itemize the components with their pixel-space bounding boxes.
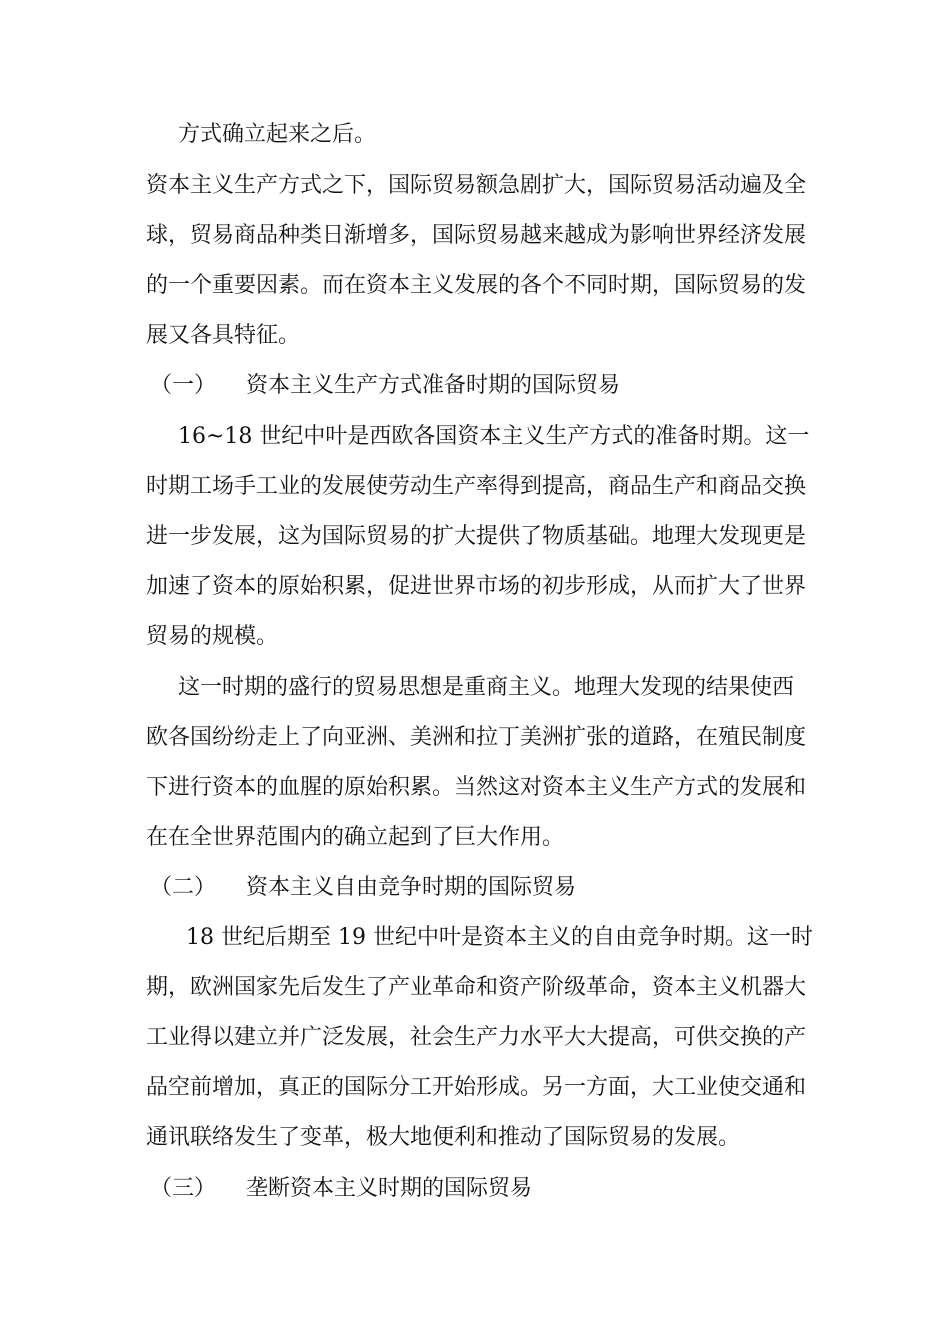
section-2-paragraph-1-line-5: 通讯联络发生了变革，极大地便利和推动了国际贸易的发展。 (146, 1125, 741, 1150)
intro-paragraph-line-4: 展又各具特征。 (146, 323, 301, 348)
section-2-paragraph-1-line-2: 期，欧洲国家先后发生了产业革命和资产阶级革命，资本主义机器大 (146, 975, 807, 1000)
section-1-paragraph-2-line-2: 欧各国纷纷走上了向亚洲、美洲和拉丁美洲扩张的道路，在殖民制度 (146, 725, 807, 750)
section-2-paragraph-1-line-3: 工业得以建立并广泛发展，社会生产力水平大大提高，可供交换的产 (146, 1025, 807, 1050)
intro-paragraph-line-2: 球，贸易商品种类日渐增多，国际贸易越来越成为影响世界经济发展 (146, 223, 807, 248)
section-1-paragraph-1-line-1: 16~18 世纪中叶是西欧各国资本主义生产方式的准备时期。这一 (178, 424, 810, 449)
intro-paragraph-line-3: 的一个重要因素。而在资本主义发展的各个不同时期，国际贸易的发 (146, 273, 807, 298)
section-1-paragraph-1-line-5: 贸易的规模。 (146, 624, 279, 649)
section-1-paragraph-1-line-4: 加速了资本的原始积累，促进世界市场的初步形成，从而扩大了世界 (146, 574, 807, 599)
section-1-title: 资本主义生产方式准备时期的国际贸易 (246, 373, 621, 398)
section-3-title: 垄断资本主义时期的国际贸易 (246, 1176, 533, 1201)
intro-tail-line: 方式确立起来之后。 (178, 122, 377, 147)
section-2-title: 资本主义自由竞争时期的国际贸易 (246, 875, 577, 900)
section-2-paragraph-1-line-1: 18 世纪后期至 19 世纪中叶是资本主义的自由竞争时期。这一时 (186, 925, 813, 950)
section-2-paragraph-1-line-4: 品空前增加，真正的国际分工开始形成。另一方面，大工业使交通和 (146, 1075, 807, 1100)
section-1-paragraph-1-line-2: 时期工场手工业的发展使劳动生产率得到提高，商品生产和商品交换 (146, 474, 807, 499)
section-1-paragraph-2-line-1: 这一时期的盛行的贸易思想是重商主义。地理大发现的结果使西 (178, 675, 795, 700)
intro-paragraph-line-1: 资本主义生产方式之下，国际贸易额急剧扩大，国际贸易活动遍及全 (146, 173, 807, 198)
section-2-number: （二） (150, 875, 217, 900)
section-1-number: （一） (150, 373, 217, 398)
section-3-number: （三） (150, 1176, 217, 1201)
section-1-paragraph-2-line-3: 下进行资本的血腥的原始积累。当然这对资本主义生产方式的发展和 (146, 775, 807, 800)
section-1-paragraph-2-line-4: 在在全世界范围内的确立起到了巨大作用。 (146, 825, 565, 850)
section-1-paragraph-1-line-3: 进一步发展，这为国际贸易的扩大提供了物质基础。地理大发现更是 (146, 524, 807, 549)
